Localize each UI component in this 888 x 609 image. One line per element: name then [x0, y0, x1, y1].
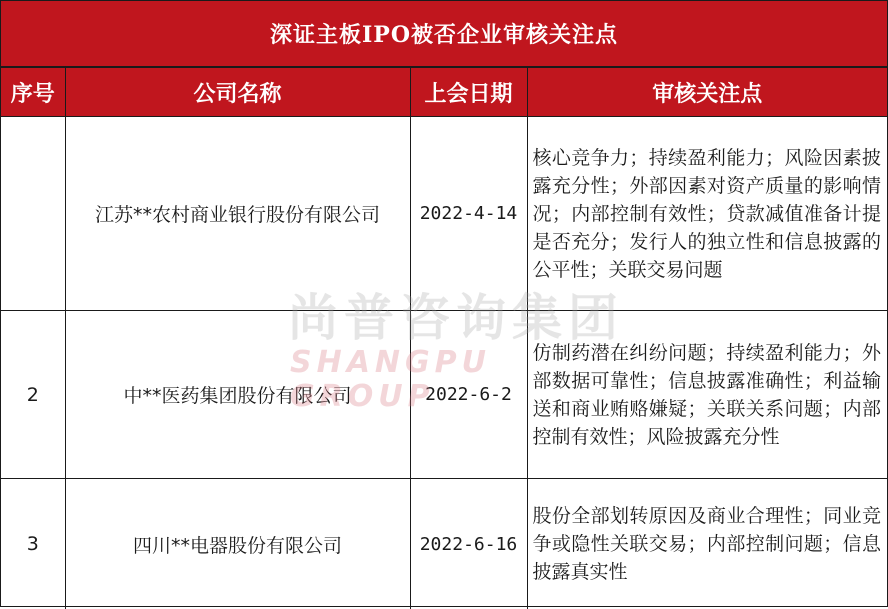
header-date: 上会日期: [410, 68, 527, 117]
review-table: [1, 67, 887, 609]
header-row: [1, 68, 887, 117]
table-row: [1, 311, 887, 479]
row-date: 2022-4-14: [410, 117, 527, 311]
row-company: 中**医药集团股份有限公司: [65, 311, 410, 479]
row-notes: 仿制药潜在纠纷问题；持续盈利能力；外部数据可靠性；信息披露准确性；利益输送和商业贿赂嫌疑；关联关系问题；内部控制有效性；风险披露充分性: [527, 311, 887, 479]
header-notes: 审核关注点: [527, 68, 887, 117]
row-index: [1, 117, 65, 311]
header-index: 序号: [1, 68, 65, 117]
table-row: [1, 117, 887, 311]
row-notes: 核心竞争力；持续盈利能力；风险因素披露充分性；外部因素对资产质量的影响情况；内部控制有效性；贷款减值准备计提是否充分；发行人的独立性和信息披露的公平性；关联交易问题: [527, 117, 887, 311]
row-company: 江苏**农村商业银行股份有限公司: [65, 117, 410, 311]
row-date: 2022-6-2: [410, 311, 527, 479]
row-index: 2: [1, 311, 65, 479]
table-title: 深证主板IPO被否企业审核关注点: [1, 1, 887, 67]
row-index: 3: [1, 479, 65, 609]
watermark-cn: 尚普咨询集团: [288, 290, 648, 346]
row-company: 四川**电器股份有限公司: [65, 479, 410, 609]
row-date: 2022-6-16: [410, 479, 527, 609]
header-company: 公司名称: [65, 68, 410, 117]
row-notes: 股份全部划转原因及商业合理性；同业竞争或隐性关联交易；内部控制问题；信息披露真实性: [527, 479, 887, 609]
watermark-en: SHANGPU GROUP: [288, 346, 648, 414]
table-row: [1, 479, 887, 609]
